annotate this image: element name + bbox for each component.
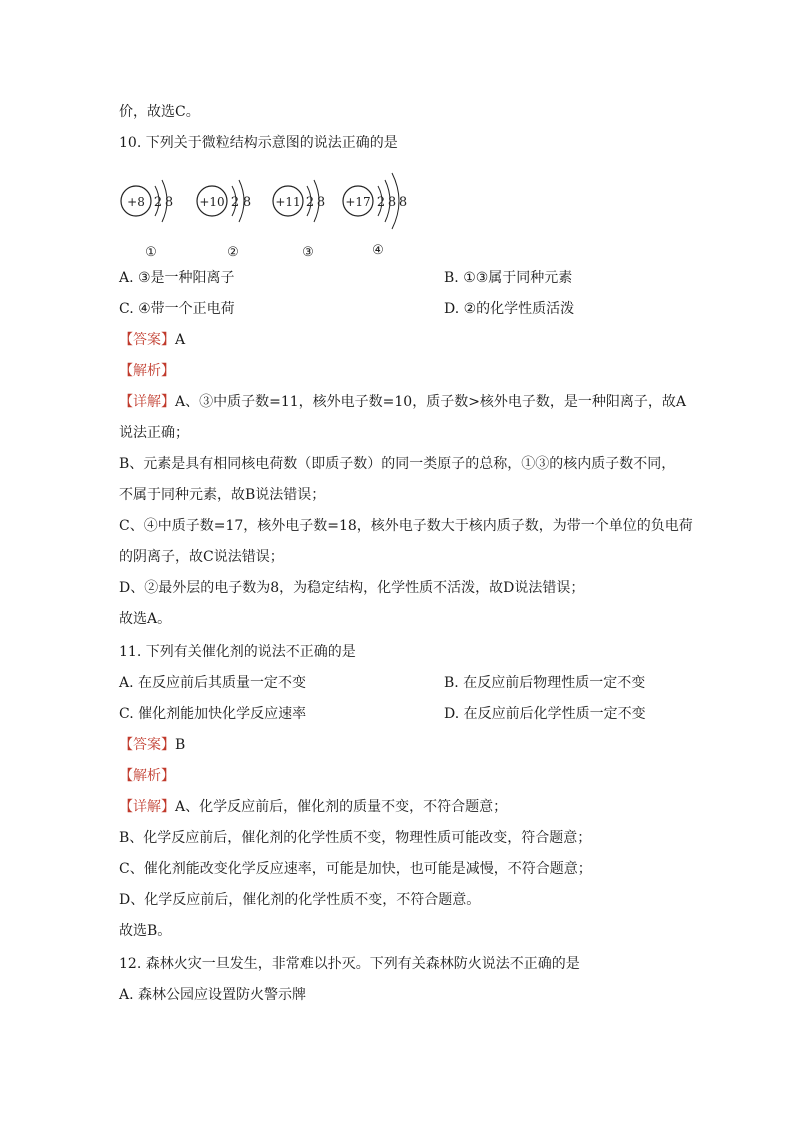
q11-detail-b: B、化学反应前后，催化剂的化学性质不变，物理性质可能改变，符合题意；: [119, 830, 592, 846]
shell-4-1: 2: [376, 195, 386, 210]
q10-detail-c1: C、④中质子数=17，核外电子数=18，核外电子数大于核内质子数，为带一个单位的负电荷: [119, 518, 693, 534]
question-10: 10. 下列关于微粒结构示意图的说法正确的是: [119, 135, 398, 151]
shell-3-2: 8: [316, 195, 326, 210]
atom-label-4: ④: [372, 243, 384, 258]
q10-detail-b2: 不属于同种元素，故B说法错误；: [119, 487, 326, 503]
q11-detail-a: [119, 797, 507, 817]
q10-answer: [119, 330, 185, 350]
atom-label-1: ①: [145, 245, 157, 260]
atom-4: [343, 173, 407, 258]
q10-option-b: B. ①③属于同种元素: [444, 270, 573, 286]
shell-3-1: 2: [305, 195, 315, 210]
question-11: 11. 下列有关催化剂的说法不正确的是: [119, 644, 356, 660]
shell-1-2: 8: [164, 195, 174, 210]
q11-option-c: C. 催化剂能加快化学反应速率: [119, 706, 307, 722]
q11-detail-d: D、化学反应前后，催化剂的化学性质不变，不符合题意。: [119, 892, 481, 908]
q11-option-d: D. 在反应前后化学性质一定不变: [444, 706, 646, 722]
atom-3: [273, 180, 325, 260]
q12-option-a: A. 森林公园应设置防火警示牌: [119, 987, 307, 1003]
nucleus-4: +17: [345, 195, 371, 209]
q10-detail-b1: B、元素是具有相同核电荷数（即质子数）的同一类原子的总称，①③的核内质子数不同，: [119, 456, 676, 472]
detail-text: A、化学反应前后，催化剂的质量不变，不符合题意；: [175, 799, 508, 815]
q10-option-c: C. ④带一个正电荷: [119, 301, 235, 317]
shell-4-3: 8: [398, 195, 408, 210]
nucleus-2: +10: [199, 195, 225, 209]
detail-tag: 【详解】: [119, 394, 175, 410]
detail-text: A、③中质子数=11，核外电子数=10，质子数>核外电子数，是一种阳离子，故A: [175, 394, 687, 410]
atom-1: [121, 180, 173, 260]
atom-label-3: ③: [302, 245, 314, 260]
detail-tag: 【详解】: [119, 799, 175, 815]
q10-analysis-tag: 【解析】: [119, 363, 175, 379]
q10-detail-a1: [119, 392, 686, 412]
answer-tag: 【答案】: [119, 737, 175, 753]
q11-analysis-tag: 【解析】: [119, 768, 175, 784]
q11-detail-c: C、催化剂能改变化学反应速率，可能是加快，也可能是减慢，不符合题意；: [119, 861, 592, 877]
answer-value: A: [175, 332, 186, 348]
answer-tag: 【答案】: [119, 332, 175, 348]
q10-option-d: D. ②的化学性质活泼: [444, 301, 575, 317]
shell-4-2: 8: [387, 195, 397, 210]
q11-option-b: B. 在反应前后物理性质一定不变: [444, 675, 646, 691]
q11-option-a: A. 在反应前后其质量一定不变: [119, 675, 307, 691]
shell-2-2: 8: [242, 195, 252, 210]
q10-option-a: A. ③是一种阳离子: [119, 270, 235, 286]
q11-conclusion: 故选B。: [119, 923, 172, 939]
atom-label-2: ②: [227, 245, 239, 260]
shell-2-1: 2: [230, 195, 240, 210]
q11-answer: [119, 735, 185, 755]
prev-answer-tail: 价，故选C。: [119, 104, 200, 120]
shell-1-1: 2: [153, 195, 163, 210]
answer-value: B: [175, 737, 186, 753]
atom-2: [197, 180, 251, 260]
q10-detail-d: D、②最外层的电子数为8，为稳定结构，化学性质不活泼，故D说法错误；: [119, 580, 585, 596]
nucleus-3: +11: [275, 195, 301, 209]
nucleus-1: +8: [127, 195, 145, 209]
question-12: 12. 森林火灾一旦发生，非常难以扑灭。下列有关森林防火说法不正确的是: [119, 956, 580, 972]
q10-conclusion: 故选A。: [119, 611, 172, 627]
q10-detail-c2: 的阴离子，故C说法错误；: [119, 549, 284, 565]
q10-detail-a2: 说法正确；: [119, 425, 189, 441]
atom-structure-diagram: [116, 168, 416, 260]
